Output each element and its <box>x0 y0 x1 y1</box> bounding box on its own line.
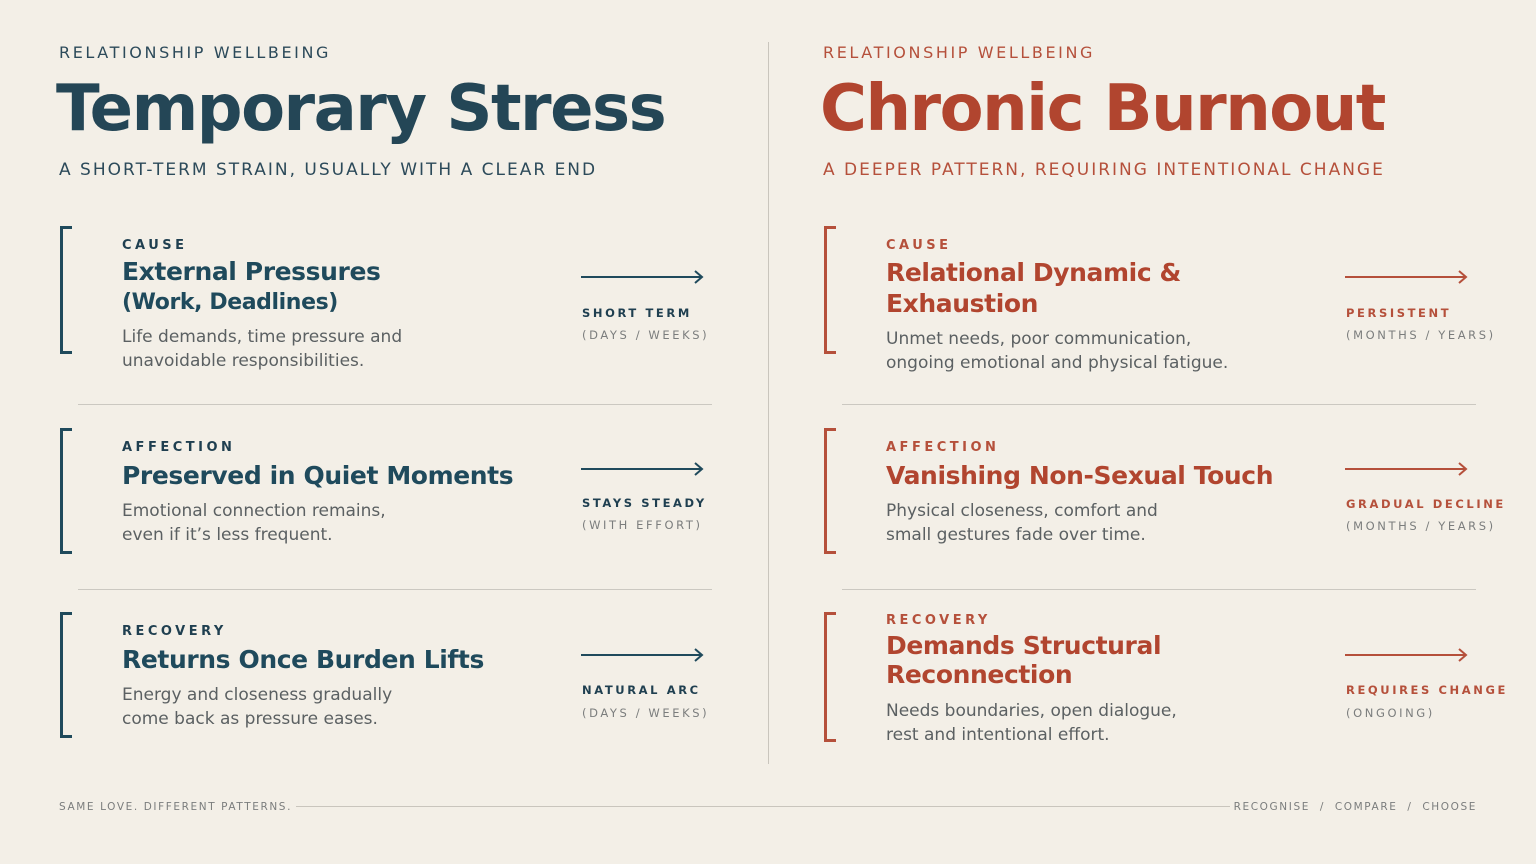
section-heading: Returns Once Burden Lifts <box>122 645 484 674</box>
section-heading: Preserved in Quiet Moments <box>122 461 514 490</box>
panel-subtitle: A SHORT-TERM STRAIN, USUALLY WITH A CLEAR END <box>59 160 598 180</box>
section-recovery <box>764 612 1508 745</box>
panel-title: Temporary Stress <box>56 72 666 146</box>
left-bracket-icon <box>60 226 72 354</box>
duration-range: (WITH EFFORT) <box>582 518 703 532</box>
section-affection <box>0 428 707 558</box>
section-cause <box>764 226 1496 373</box>
section-divider <box>78 404 712 405</box>
duration-tag: PERSISTENT <box>1346 306 1452 320</box>
section-body: Energy and closeness gradually come back as pressure eases. <box>122 685 393 729</box>
section-label: RECOVERY <box>886 613 991 628</box>
section-body: Physical closeness, comfort and small gestures fade over time. <box>886 501 1158 545</box>
duration-tag: REQUIRES CHANGE <box>1346 683 1508 697</box>
right-arrow-icon <box>581 270 705 284</box>
footer-steps: RECOGNISE / COMPARE / CHOOSE <box>1233 801 1477 813</box>
eyebrow: RELATIONSHIP WELLBEING <box>59 43 332 62</box>
right-arrow-icon <box>581 648 705 662</box>
duration-tag: GRADUAL DECLINE <box>1346 497 1506 511</box>
chronic-burnout-panel <box>764 0 1508 780</box>
duration-range: (DAYS / WEEKS) <box>582 328 710 342</box>
duration-range: (ONGOING) <box>1346 706 1435 720</box>
duration-range: (DAYS / WEEKS) <box>582 706 710 720</box>
left-bracket-icon <box>60 428 72 554</box>
right-arrow-icon <box>1345 270 1469 284</box>
section-cause <box>0 226 710 371</box>
section-body: Needs boundaries, open dialogue, rest and intentional effort. <box>886 701 1177 745</box>
section-heading: Demands Structural Reconnection <box>886 631 1162 689</box>
section-divider <box>842 589 1476 590</box>
footer-tagline: SAME LOVE. DIFFERENT PATTERNS. <box>59 801 293 813</box>
duration-range: (MONTHS / YEARS) <box>1346 328 1496 342</box>
section-heading: Vanishing Non-Sexual Touch <box>886 461 1274 490</box>
duration-tag: SHORT TERM <box>582 306 692 320</box>
section-body: Life demands, time pressure and unavoidable responsibilities. <box>122 327 403 371</box>
section-divider <box>842 404 1476 405</box>
temporary-stress-panel <box>0 0 710 780</box>
panel-title: Chronic Burnout <box>820 72 1385 146</box>
footer-divider <box>296 806 1230 807</box>
section-label: AFFECTION <box>122 440 236 455</box>
left-bracket-icon <box>824 428 836 554</box>
section-label: CAUSE <box>886 238 952 253</box>
duration-tag: STAYS STEADY <box>582 496 707 510</box>
right-arrow-icon <box>1345 648 1469 662</box>
section-label: AFFECTION <box>886 440 1000 455</box>
section-affection <box>764 428 1506 558</box>
left-bracket-icon <box>824 226 836 354</box>
right-arrow-icon <box>1345 462 1469 476</box>
section-heading: Relational Dynamic & Exhaustion <box>886 258 1181 318</box>
section-recovery <box>0 612 710 742</box>
left-bracket-icon <box>60 612 72 738</box>
eyebrow: RELATIONSHIP WELLBEING <box>823 43 1096 62</box>
panel-subtitle: A DEEPER PATTERN, REQUIRING INTENTIONAL CHANGE <box>823 160 1385 180</box>
section-divider <box>78 589 712 590</box>
section-heading: External Pressures (Work, Deadlines) <box>122 257 381 315</box>
section-body: Unmet needs, poor communication, ongoing emotional and physical fatigue. <box>886 329 1229 373</box>
duration-tag: NATURAL ARC <box>582 683 701 697</box>
section-label: RECOVERY <box>122 624 227 639</box>
right-arrow-icon <box>581 462 705 476</box>
duration-range: (MONTHS / YEARS) <box>1346 519 1496 533</box>
section-label: CAUSE <box>122 238 188 253</box>
left-bracket-icon <box>824 612 836 742</box>
section-body: Emotional connection remains, even if it’s less frequent. <box>122 501 386 545</box>
